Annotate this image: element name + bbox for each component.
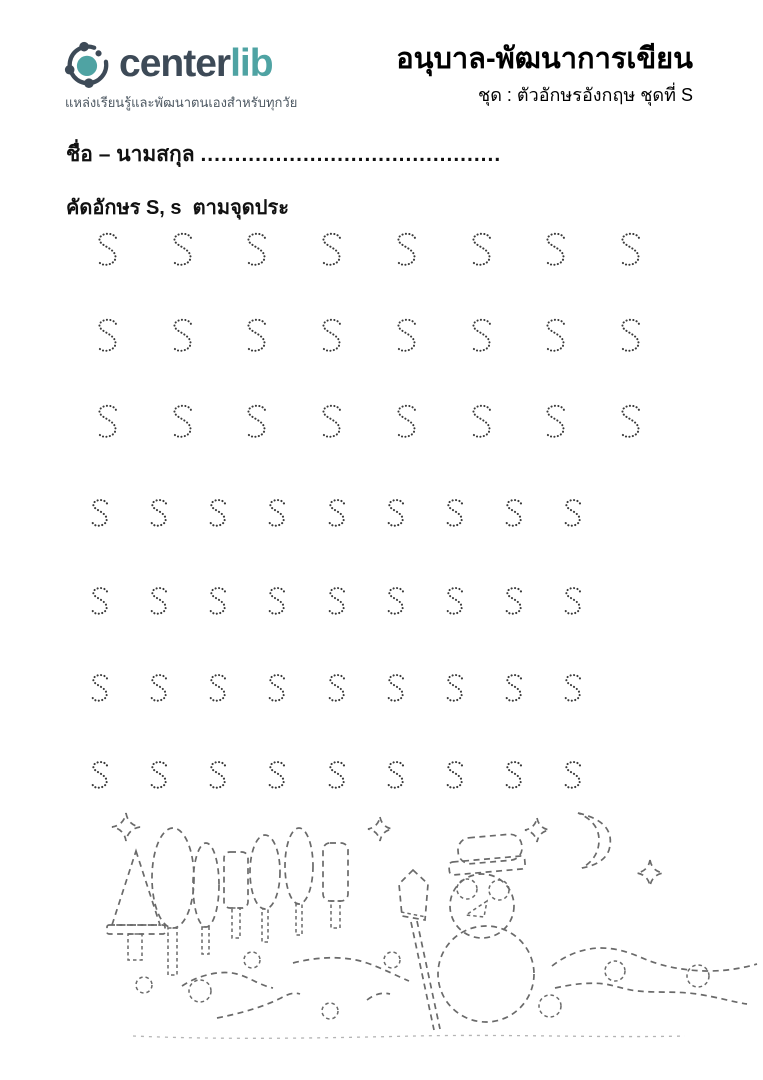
sparkle-icon (368, 817, 392, 841)
name-blank-dots: ............................................ (200, 143, 502, 166)
dotted-uppercase-s (467, 230, 496, 270)
broom-icon (399, 870, 440, 1030)
letter-practice-row (93, 230, 645, 270)
snowman-body (438, 926, 534, 1022)
snow-ground-line (552, 948, 757, 971)
snowman-eye (457, 879, 477, 899)
dotted-lowercase-s (384, 497, 408, 530)
snowball-icon (384, 952, 400, 968)
rect-tree-icon (323, 843, 348, 928)
dotted-lowercase-s (502, 585, 526, 618)
dotted-lowercase-s (384, 672, 408, 705)
dotted-lowercase-s (265, 585, 289, 618)
dotted-lowercase-s (88, 497, 112, 530)
dotted-lowercase-s (147, 497, 171, 530)
dotted-uppercase-s (541, 230, 570, 270)
snowball-icon (136, 977, 152, 993)
logo-text-center: center (119, 41, 231, 85)
letter-practice-row (88, 759, 585, 792)
dotted-uppercase-s (467, 316, 496, 356)
dotted-uppercase-s (392, 402, 421, 442)
snowball-icon (244, 952, 260, 968)
dotted-lowercase-s (502, 759, 526, 792)
snow-ground-line (367, 993, 390, 1000)
title-block (396, 44, 693, 109)
dotted-lowercase-s (206, 497, 230, 530)
dotted-uppercase-s (242, 316, 271, 356)
dotted-lowercase-s (265, 759, 289, 792)
rect-tree-icon (224, 852, 248, 938)
dotted-uppercase-s (93, 230, 122, 270)
letter-practice-row (88, 672, 585, 705)
snowman-head (450, 874, 514, 938)
sparkle-icon (637, 860, 663, 886)
dotted-lowercase-s (443, 672, 467, 705)
dotted-lowercase-s (502, 672, 526, 705)
dotted-uppercase-s (616, 316, 645, 356)
dotted-uppercase-s (317, 230, 346, 270)
dotted-lowercase-s (206, 759, 230, 792)
snow-ground-line (133, 1035, 685, 1038)
sparkle-icon (525, 818, 549, 842)
dotted-lowercase-s (502, 497, 526, 530)
letter-practice-row (88, 585, 585, 618)
dotted-lowercase-s (88, 759, 112, 792)
dotted-lowercase-s (561, 497, 585, 530)
dotted-uppercase-s (242, 230, 271, 270)
dotted-uppercase-s (168, 316, 197, 356)
worksheet-subtitle: ชุด : ตัวอักษรอังกฤษ ชุดที่ S (478, 84, 693, 105)
letter-practice-row (93, 316, 645, 356)
dotted-lowercase-s (561, 759, 585, 792)
dotted-uppercase-s (317, 402, 346, 442)
winter-scene-illustration (85, 806, 763, 1048)
centerlib-logo-icon (62, 38, 112, 88)
dotted-uppercase-s (467, 402, 496, 442)
dotted-lowercase-s (88, 585, 112, 618)
dotted-uppercase-s (168, 402, 197, 442)
dotted-lowercase-s (147, 585, 171, 618)
dotted-uppercase-s (317, 316, 346, 356)
oval-tree-icon (250, 835, 280, 942)
dotted-lowercase-s (265, 672, 289, 705)
sparkle-icon (112, 813, 140, 841)
dotted-lowercase-s (443, 585, 467, 618)
snowman-nose-icon (466, 901, 487, 917)
logo-text-lib: lib (230, 41, 273, 85)
snowman-icon (438, 833, 534, 1022)
dotted-lowercase-s (265, 497, 289, 530)
logo-wordmark (119, 41, 273, 85)
dotted-lowercase-s (147, 759, 171, 792)
snowball-icon (322, 1003, 338, 1019)
dotted-lowercase-s (206, 672, 230, 705)
dotted-lowercase-s (206, 585, 230, 618)
dotted-uppercase-s (242, 402, 271, 442)
snow-ground-line (217, 993, 300, 1018)
dotted-uppercase-s (541, 402, 570, 442)
snowball-icon (687, 965, 709, 987)
dotted-uppercase-s (392, 230, 421, 270)
dotted-lowercase-s (325, 759, 349, 792)
snow-ground-line (555, 983, 747, 1004)
dotted-lowercase-s (88, 672, 112, 705)
worksheet-title: อนุบาล-พัฒนาการเขียน (396, 43, 693, 75)
dotted-lowercase-s (561, 585, 585, 618)
moon-icon (578, 813, 610, 868)
instruction-text: คัดอักษร S, s ตามจุดประ (66, 197, 289, 219)
oval-tree-icon (285, 828, 313, 935)
dotted-uppercase-s (541, 316, 570, 356)
letter-practice-row (93, 402, 645, 442)
snowball-icon (605, 961, 625, 981)
dotted-lowercase-s (325, 672, 349, 705)
dotted-lowercase-s (384, 759, 408, 792)
dotted-lowercase-s (384, 585, 408, 618)
dotted-uppercase-s (168, 230, 197, 270)
dotted-lowercase-s (147, 672, 171, 705)
dotted-uppercase-s (93, 402, 122, 442)
dotted-lowercase-s (443, 497, 467, 530)
snowman-eye (489, 880, 509, 900)
snowball-icon (539, 995, 561, 1017)
snowball-icon (189, 980, 211, 1002)
logo-tagline: แหล่งเรียนรู้และพัฒนาตนเองสำหรับทุกวัย (65, 95, 298, 110)
dotted-uppercase-s (616, 230, 645, 270)
letter-practice-row (88, 497, 585, 530)
dotted-lowercase-s (325, 497, 349, 530)
oval-tree-icon (193, 843, 219, 954)
snow-ground-line (293, 958, 409, 981)
dotted-lowercase-s (443, 759, 467, 792)
name-label: ชื่อ – นามสกุล (66, 143, 201, 166)
oval-tree-icon (152, 828, 194, 975)
dotted-lowercase-s (325, 585, 349, 618)
centerlib-logo (62, 38, 297, 113)
dotted-uppercase-s (616, 402, 645, 442)
dotted-uppercase-s (93, 316, 122, 356)
name-field-line (66, 138, 501, 171)
dotted-lowercase-s (561, 672, 585, 705)
dotted-uppercase-s (392, 316, 421, 356)
